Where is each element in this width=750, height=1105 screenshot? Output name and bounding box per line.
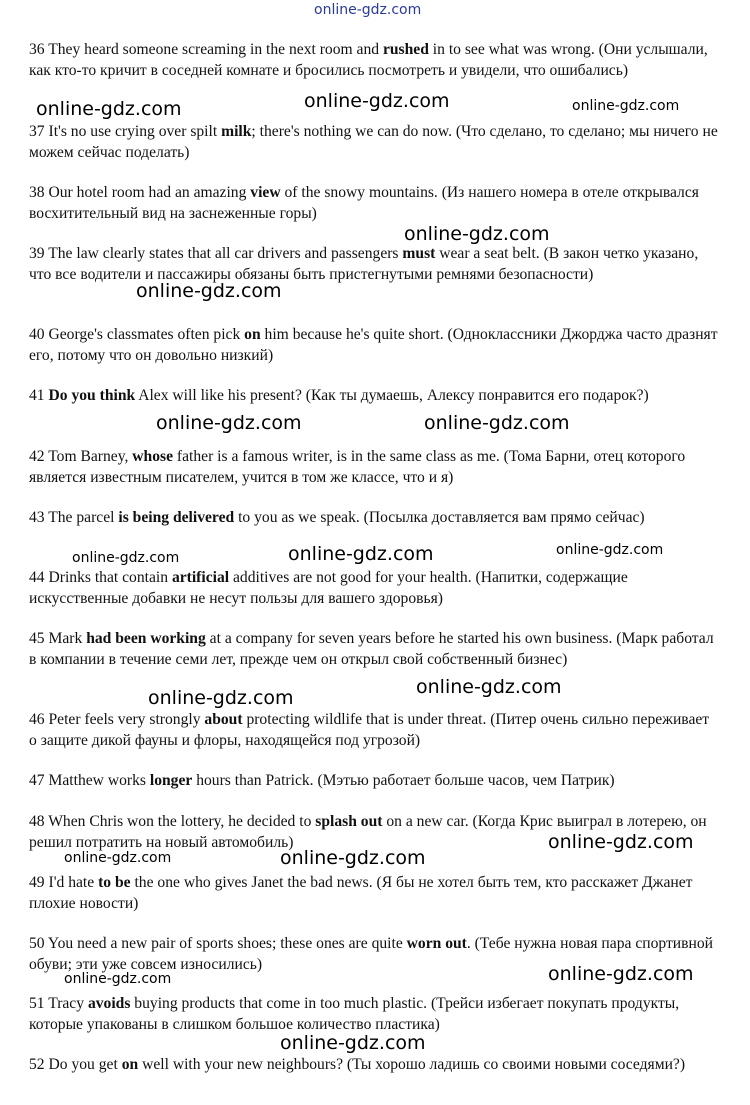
- list-item: [29, 508, 719, 529]
- list-item: [29, 1055, 719, 1076]
- watermark: online-gdz.com: [416, 676, 562, 698]
- watermark: online-gdz.com: [72, 550, 180, 566]
- item-text-post: on a new car. (Когда Крис выиграл в лотерею, он решил потратить на новый автомобиль): [29, 813, 707, 851]
- list-item: [29, 710, 719, 751]
- watermark: online-gdz.com: [36, 98, 182, 120]
- watermark: online-gdz.com: [280, 847, 426, 869]
- item-answer: had been working: [86, 630, 206, 647]
- item-text-post: buying products that come in too much plastic. (Трейси избегает покупать продукты, которые упакованы в слишком большое количество пластика): [29, 995, 680, 1033]
- item-number: 36: [29, 41, 45, 58]
- list-item: [29, 771, 719, 792]
- item-answer: rushed: [382, 41, 429, 58]
- item-answer: on: [244, 326, 261, 343]
- watermark: online-gdz.com: [304, 90, 450, 112]
- item-text-pre: They heard someone screaming in the next room and: [48, 41, 383, 58]
- item-text-post: hours than Patrick. (Мэтью работает больше часов, чем Патрик): [192, 772, 615, 789]
- item-number: 48: [29, 813, 45, 830]
- list-item: [29, 447, 719, 488]
- item-number: 49: [29, 874, 45, 891]
- item-text-post: ; there's nothing we can do now. (Что сделано, то сделано; мы ничего не можем сейчас поделать): [29, 123, 718, 161]
- watermark: online-gdz.com: [64, 850, 172, 866]
- item-text-post: of the snowy mountains. (Из нашего номера в отеле открывался восхитительный вид на заснеженные горы): [29, 184, 699, 222]
- item-answer: artificial: [171, 569, 230, 586]
- watermark: online-gdz.com: [404, 223, 550, 245]
- item-text-pre: It's no use crying over spilt: [48, 123, 222, 140]
- item-text-pre: George's classmates often pick: [48, 326, 245, 343]
- item-number: 39: [29, 245, 45, 262]
- item-answer: avoids: [87, 995, 131, 1012]
- list-item: [29, 994, 719, 1035]
- item-answer: to be: [98, 874, 131, 891]
- item-number: 42: [29, 448, 45, 465]
- watermark: online-gdz.com: [548, 831, 694, 853]
- item-text-post: additives are not good for your health. (Напитки, содержащие искусственные добавки не несут пользы для вашего здоровья): [29, 569, 628, 607]
- item-text-post: to you as we speak. (Посылка доставляется вам прямо сейчас): [234, 509, 645, 526]
- item-text-pre: When Chris won the lottery, he decided to: [48, 813, 316, 830]
- item-text-post: well with your new neighbours? (Ты хорошо ладишь со своими новыми соседями?): [138, 1056, 686, 1073]
- item-text-pre: Tom Barney,: [48, 448, 133, 465]
- item-answer: is being delivered: [118, 509, 235, 526]
- item-text-post: in to see what was wrong. (Они услышали, как кто-то кричит в соседней комнате и бросились посмотреть и увидели, что ошибались): [29, 41, 708, 79]
- item-text-post: Alex will like his present? (Как ты думаешь, Алексу понравится его подарок?): [135, 387, 649, 404]
- item-text-post: protecting wildlife that is under threat. (Питер очень сильно переживает о защите дикой фауны и флоры, находящейся под угрозой): [29, 711, 710, 749]
- item-text-pre: Matthew works: [48, 772, 150, 789]
- watermark: online-gdz.com: [572, 98, 680, 114]
- item-text-post: father is a famous writer, is in the same class as me. (Тома Барни, отец которого является известным писателем, учится в том же классе, что и я): [29, 448, 686, 486]
- item-number: 50: [29, 935, 45, 952]
- list-item: [29, 244, 719, 285]
- item-answer: splash out: [315, 813, 383, 830]
- item-text-pre: Peter feels very strongly: [48, 711, 205, 728]
- item-number: 41: [29, 387, 45, 404]
- item-text-post: wear a seat belt. (В закон четко указано, что все водители и пассажиры обязаны быть пристегнутыми ремнями безопасности): [29, 245, 699, 283]
- item-text-pre: The law clearly states that all car drivers and passengers: [48, 245, 403, 262]
- header-watermark: online-gdz.com: [314, 2, 422, 18]
- item-answer: whose: [132, 448, 174, 465]
- item-number: 38: [29, 184, 45, 201]
- list-item: [29, 629, 719, 670]
- item-number: 43: [29, 509, 45, 526]
- item-number: 37: [29, 123, 45, 140]
- item-text-pre: Mark: [48, 630, 87, 647]
- list-item: [29, 873, 719, 914]
- watermark: online-gdz.com: [288, 543, 434, 565]
- item-text-pre: Our hotel room had an amazing: [48, 184, 251, 201]
- item-number: 40: [29, 326, 45, 343]
- list-item: [29, 40, 719, 81]
- item-number: 44: [29, 569, 45, 586]
- watermark: online-gdz.com: [548, 963, 694, 985]
- item-text-pre: Drinks that contain: [48, 569, 172, 586]
- list-item: [29, 325, 719, 366]
- list-item: [29, 568, 719, 609]
- item-answer: Do you think: [48, 387, 136, 404]
- item-number: 45: [29, 630, 45, 647]
- item-number: 46: [29, 711, 45, 728]
- watermark: online-gdz.com: [64, 971, 172, 987]
- item-text-post: . (Тебе нужна новая пара спортивной обуви; эти уже совсем износились): [29, 935, 713, 973]
- item-answer: must: [402, 245, 436, 262]
- watermark: online-gdz.com: [148, 687, 294, 709]
- item-number: 52: [29, 1056, 45, 1073]
- item-text-pre: I'd hate: [48, 874, 99, 891]
- watermark: online-gdz.com: [424, 412, 570, 434]
- item-number: 47: [29, 772, 45, 789]
- item-answer: view: [250, 184, 281, 201]
- item-text-pre: Tracy: [48, 995, 88, 1012]
- item-answer: on: [121, 1056, 139, 1073]
- watermark: online-gdz.com: [556, 542, 664, 558]
- list-item: [29, 386, 719, 407]
- item-text-pre: You need a new pair of sports shoes; these ones are quite: [47, 935, 407, 952]
- item-text-pre: Do you get: [48, 1056, 122, 1073]
- item-text-post: the one who gives Janet the bad news. (Я бы не хотел быть тем, кто расскажет Джанет плохие новости): [29, 874, 693, 912]
- item-number: 51: [29, 995, 45, 1012]
- watermark: online-gdz.com: [280, 1032, 426, 1054]
- item-text-pre: The parcel: [48, 509, 119, 526]
- watermark: online-gdz.com: [156, 412, 302, 434]
- list-item: [29, 122, 719, 163]
- item-text-post: at a company for seven years before he started his own business. (Марк работал в компании в течение семи лет, прежде чем он открыл свой собственный бизнес): [29, 630, 714, 668]
- item-answer: milk: [221, 123, 252, 140]
- item-answer: longer: [149, 772, 193, 789]
- item-answer: about: [204, 711, 243, 728]
- list-item: [29, 183, 719, 224]
- item-text-post: him because he's quite short. (Одноклассники Джорджа часто дразнят его, потому что он довольно низкий): [29, 326, 718, 364]
- item-answer: worn out: [406, 935, 467, 952]
- watermark: online-gdz.com: [136, 280, 282, 302]
